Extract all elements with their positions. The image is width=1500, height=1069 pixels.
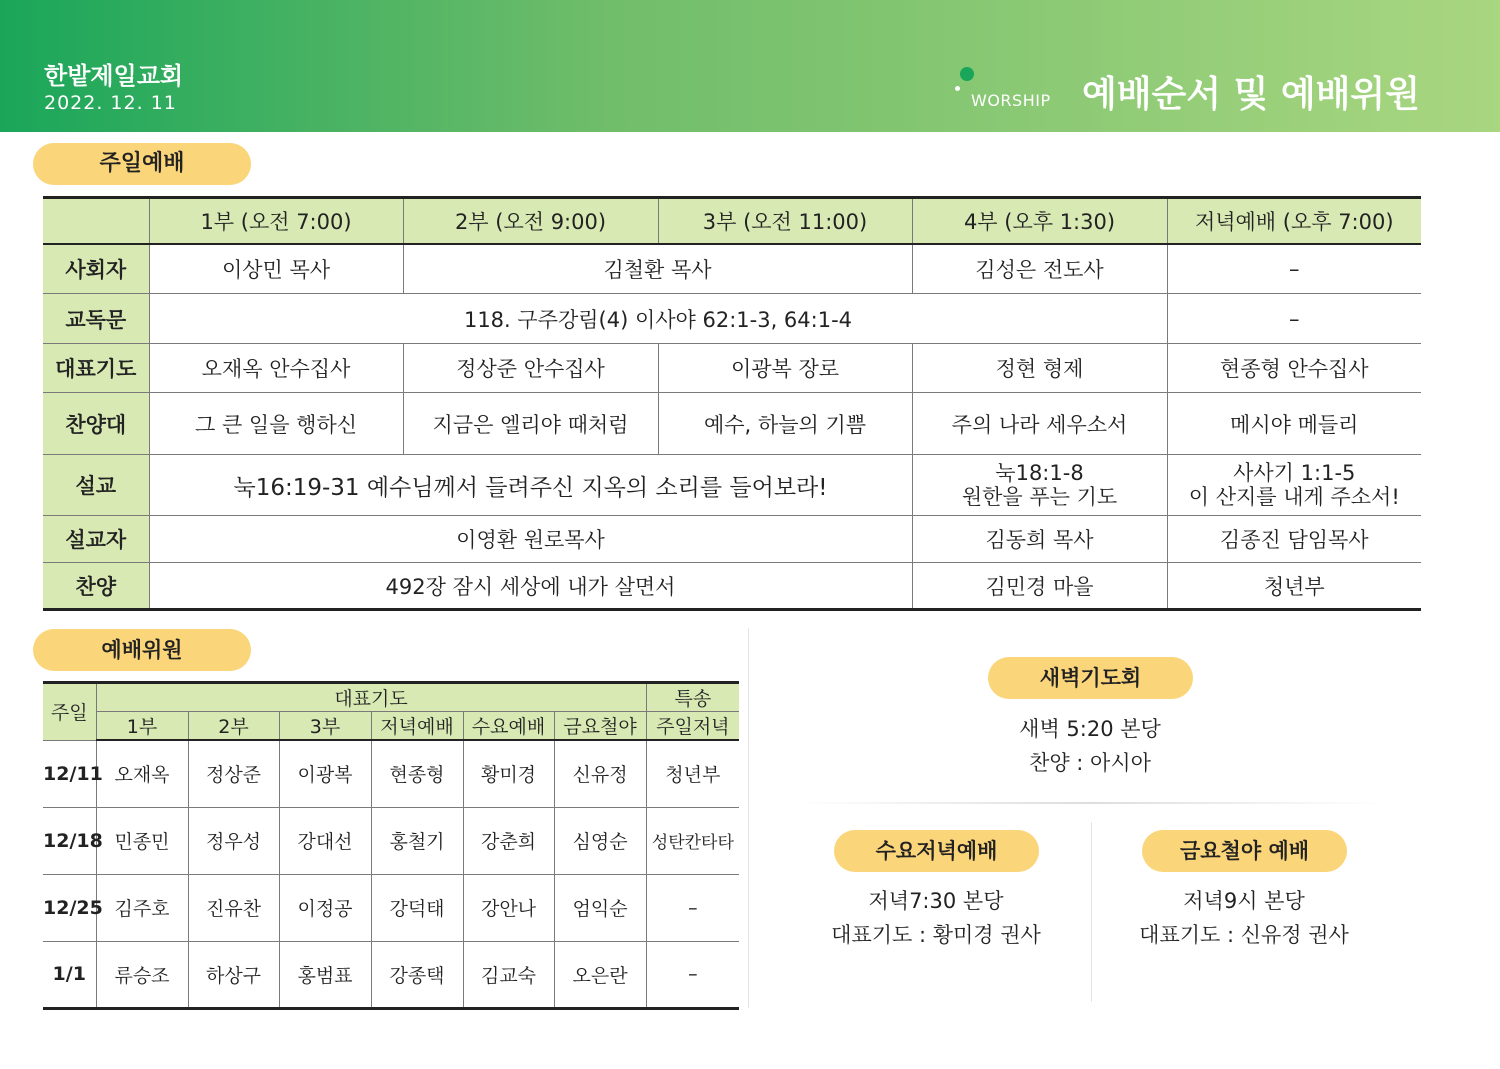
cell: 정상준 안수집사	[403, 344, 658, 393]
sub-header: 저녁예배	[371, 712, 463, 741]
sub-header: 수요예배	[463, 712, 554, 741]
cell: 황미경	[463, 740, 554, 807]
table-row	[43, 874, 739, 941]
cell: 민종민	[96, 807, 188, 874]
wednesday-service-info	[786, 884, 1086, 952]
cell: 청년부	[1167, 563, 1421, 610]
sub-header: 금요철야	[554, 712, 646, 741]
page-title: 예배순서 및 예배위원	[1081, 74, 1420, 115]
cell: –	[646, 941, 739, 1008]
cell: –	[1167, 294, 1421, 344]
cell: 김주호	[96, 874, 188, 941]
cell: 오재옥	[96, 740, 188, 807]
table-row	[43, 740, 739, 807]
cell-line: 이 산지를 내게 주소서!	[1188, 485, 1400, 509]
info-line: 대표기도 : 신유정 권사	[1139, 923, 1349, 947]
date-cell: 12/25	[43, 874, 96, 941]
cell: 현종형 안수집사	[1167, 344, 1421, 393]
cell: 이광복	[279, 740, 371, 807]
sub-header: 1부	[96, 712, 188, 741]
col-header: 1부 (오전 7:00)	[149, 198, 403, 244]
cell: 492장 잠시 세상에 내가 살면서	[149, 563, 912, 610]
cell-line: 사사기 1:1-5	[1233, 461, 1356, 485]
cell: 진유찬	[188, 874, 279, 941]
dot-icon	[960, 67, 974, 81]
date-cell: 12/11	[43, 740, 96, 807]
committee-table	[43, 681, 739, 1010]
corner-cell	[43, 198, 149, 244]
cell: 엄익순	[554, 874, 646, 941]
row-label: 설교자	[43, 516, 149, 563]
special-header: 특송	[646, 683, 739, 712]
cell: 현종형	[371, 740, 463, 807]
cell: 주의 나라 세우소서	[912, 393, 1167, 455]
row-label: 찬양	[43, 563, 149, 610]
cell: 지금은 엘리야 때처럼	[403, 393, 658, 455]
wednesday-service-pill: 수요저녁예배	[834, 830, 1039, 872]
sub-header: 3부	[279, 712, 371, 741]
row-label: 찬양대	[43, 393, 149, 455]
cell: 김동희 목사	[912, 516, 1167, 563]
committee-pill: 예배위원	[33, 629, 251, 671]
col-header: 4부 (오후 1:30)	[912, 198, 1167, 244]
table-row	[43, 807, 739, 874]
cell: 오은란	[554, 941, 646, 1008]
cell: 하상구	[188, 941, 279, 1008]
cell	[912, 455, 1167, 516]
info-line: 저녁9시 본당	[1183, 889, 1305, 913]
cell: 김민경 마을	[912, 563, 1167, 610]
vertical-divider	[748, 628, 749, 1008]
cell: 예수, 하늘의 기쁨	[658, 393, 912, 455]
info-line: 새벽 5:20 본당	[1019, 717, 1161, 741]
cell: 눅16:19-31 예수님께서 들려주신 지옥의 소리를 들어보라!	[149, 455, 912, 516]
cell-line: 원한을 푸는 기도	[961, 485, 1118, 509]
cell: 강종택	[371, 941, 463, 1008]
cell: 강춘희	[463, 807, 554, 874]
cell: 이정공	[279, 874, 371, 941]
cell: 신유정	[554, 740, 646, 807]
row-label: 교독문	[43, 294, 149, 344]
cell: 류승조	[96, 941, 188, 1008]
cell: 이영환 원로목사	[149, 516, 912, 563]
cell: 정우성	[188, 807, 279, 874]
cell: 정현 형제	[912, 344, 1167, 393]
small-dot-icon	[955, 86, 960, 91]
cell: 김종진 담임목사	[1167, 516, 1421, 563]
info-line: 저녁7:30 본당	[868, 889, 1004, 913]
cell: 118. 구주강림(4) 이사야 62:1-3, 64:1-4	[149, 294, 1167, 344]
col-header: 저녁예배 (오후 7:00)	[1167, 198, 1421, 244]
cell: 정상준	[188, 740, 279, 807]
cell: 청년부	[646, 740, 739, 807]
cell	[1167, 455, 1421, 516]
cell: 성탄칸타타	[646, 807, 739, 874]
info-line: 대표기도 : 황미경 권사	[831, 923, 1041, 947]
sub-header: 주일저녁	[646, 712, 739, 741]
horizontal-divider	[795, 802, 1385, 804]
cell: 김철환 목사	[403, 244, 912, 294]
col-header: 3부 (오전 11:00)	[658, 198, 912, 244]
prayer-header: 대표기도	[96, 683, 646, 712]
church-name: 한밭제일교회	[44, 62, 184, 90]
cell: –	[1167, 244, 1421, 294]
cell: 심영순	[554, 807, 646, 874]
worship-label: WORSHIP	[971, 91, 1051, 110]
info-line: 찬양 : 아시아	[1029, 751, 1151, 775]
week-header: 주일	[43, 683, 96, 741]
date-cell: 12/18	[43, 807, 96, 874]
friday-service-info	[1094, 884, 1394, 952]
cell: 메시야 메들리	[1167, 393, 1421, 455]
friday-service-pill: 금요철야 예배	[1142, 830, 1347, 872]
cell-line: 눅18:1-8	[995, 461, 1084, 485]
cell: 이상민 목사	[149, 244, 403, 294]
cell: 홍범표	[279, 941, 371, 1008]
dawn-prayer-info	[940, 712, 1240, 780]
bulletin-date: 2022. 12. 11	[44, 92, 177, 114]
cell: 강안나	[463, 874, 554, 941]
sunday-worship-table	[43, 196, 1421, 611]
row-label: 대표기도	[43, 344, 149, 393]
vertical-divider	[1091, 822, 1092, 1002]
cell: 강대선	[279, 807, 371, 874]
cell: 그 큰 일을 행하신	[149, 393, 403, 455]
dawn-prayer-pill: 새벽기도회	[988, 657, 1193, 699]
col-header: 2부 (오전 9:00)	[403, 198, 658, 244]
cell: –	[646, 874, 739, 941]
sunday-worship-pill: 주일예배	[33, 143, 251, 185]
cell: 강덕태	[371, 874, 463, 941]
cell: 오재옥 안수집사	[149, 344, 403, 393]
cell: 홍철기	[371, 807, 463, 874]
cell: 김성은 전도사	[912, 244, 1167, 294]
sub-header: 2부	[188, 712, 279, 741]
date-cell: 1/1	[43, 941, 96, 1008]
cell: 김교숙	[463, 941, 554, 1008]
row-label: 설교	[43, 455, 149, 516]
cell: 이광복 장로	[658, 344, 912, 393]
header-banner	[0, 0, 1500, 132]
row-label: 사회자	[43, 244, 149, 294]
table-row	[43, 941, 739, 1008]
